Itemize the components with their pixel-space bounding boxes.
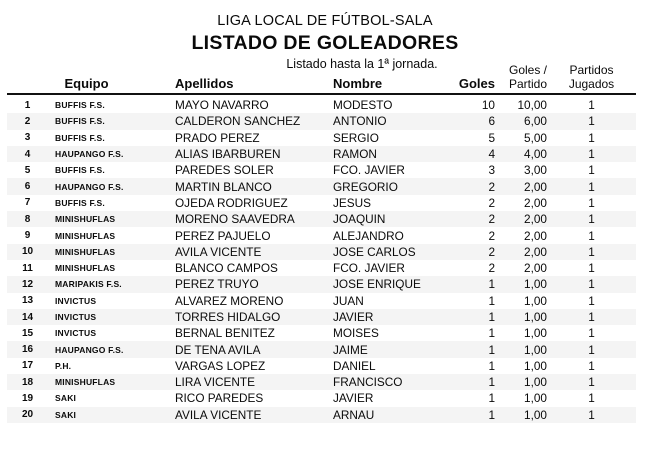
team-cell: BUFFIS F.S. — [55, 197, 105, 208]
team-cell: INVICTUS — [55, 328, 97, 339]
rank-cell: 11 — [22, 262, 33, 274]
matches-played-cell: 1 — [588, 179, 595, 194]
surname-cell: PAREDES SOLER — [175, 163, 274, 178]
surname-cell: MAYO NAVARRO — [175, 98, 269, 113]
surname-cell: OJEDA RODRIGUEZ — [175, 195, 288, 210]
table-row — [7, 178, 636, 194]
goals-per-match-cell: 1,00 — [524, 277, 547, 292]
rank-cell: 20 — [21, 409, 34, 421]
scorers-table-body — [7, 97, 636, 423]
subtitle: Listado hasta la 1ª jornada. — [286, 57, 438, 71]
table-row — [7, 341, 636, 357]
matches-played-cell: 1 — [588, 293, 595, 308]
table-row — [7, 358, 636, 374]
firstname-cell: JAIME — [333, 342, 368, 357]
rank-cell: 3 — [24, 132, 31, 144]
rank-cell: 1 — [24, 99, 31, 111]
matches-played-cell: 1 — [588, 326, 595, 341]
surname-cell: MORENO SAAVEDRA — [175, 212, 295, 227]
column-header-equipo: Equipo — [64, 76, 109, 91]
firstname-cell: JOSE ENRIQUE — [333, 277, 421, 292]
column-header-goles-partido-line2: Partido — [508, 77, 547, 91]
firstname-cell: FCO. JAVIER — [333, 163, 405, 178]
surname-cell: BERNAL BENITEZ — [175, 326, 275, 341]
rank-cell: 10 — [21, 246, 34, 258]
rank-cell: 13 — [21, 295, 34, 307]
surname-cell: ALIAS IBARBUREN — [175, 147, 281, 162]
rank-cell: 9 — [24, 230, 31, 242]
team-cell: MINISHUFLAS — [55, 377, 116, 388]
goals-per-match-cell: 2,00 — [524, 244, 547, 259]
goals-per-match-cell: 3,00 — [524, 163, 547, 178]
team-cell: INVICTUS — [55, 295, 97, 306]
matches-played-cell: 1 — [588, 244, 595, 259]
surname-cell: BLANCO CAMPOS — [175, 261, 278, 276]
column-header-goles-partido-line1: Goles / — [508, 63, 547, 77]
page-title: LISTADO DE GOLEADORES — [191, 32, 459, 54]
table-row — [7, 211, 636, 227]
goals-cell: 5 — [488, 130, 495, 145]
goals-per-match-cell: 2,00 — [524, 179, 547, 194]
goals-cell: 1 — [488, 342, 495, 357]
goals-per-match-cell: 5,00 — [524, 130, 547, 145]
matches-played-cell: 1 — [588, 310, 595, 324]
rank-cell: 12 — [21, 278, 34, 290]
table-row — [7, 227, 636, 243]
goals-cell: 2 — [488, 212, 495, 227]
table-row — [7, 325, 636, 341]
firstname-cell: MODESTO — [333, 98, 393, 113]
matches-played-cell: 1 — [588, 98, 595, 113]
firstname-cell: FRANCISCO — [333, 375, 403, 390]
table-row — [7, 162, 636, 178]
matches-played-cell: 1 — [588, 212, 595, 227]
goals-per-match-cell: 2,00 — [524, 195, 547, 210]
table-row — [7, 113, 636, 129]
firstname-cell: JAVIER — [333, 310, 374, 324]
rank-cell: 16 — [21, 344, 34, 356]
goals-cell: 4 — [488, 147, 495, 162]
firstname-cell: RAMON — [333, 147, 377, 162]
table-row — [7, 195, 636, 211]
firstname-cell: JOSE CARLOS — [333, 244, 416, 259]
goals-cell: 2 — [488, 195, 495, 210]
team-cell: HAUPANGO F.S. — [55, 344, 124, 355]
firstname-cell: GREGORIO — [333, 179, 398, 194]
firstname-cell: JAVIER — [333, 391, 374, 406]
rank-cell: 7 — [24, 197, 31, 209]
surname-cell: PEREZ PAJUELO — [175, 228, 271, 243]
goals-cell: 2 — [488, 179, 495, 194]
goals-cell: 1 — [488, 326, 495, 341]
rank-cell: 4 — [24, 148, 31, 160]
firstname-cell: FCO. JAVIER — [333, 261, 405, 276]
goals-per-match-cell: 4,00 — [524, 147, 547, 162]
column-header-goles: Goles — [458, 76, 495, 91]
rank-cell: 5 — [24, 164, 31, 176]
goals-cell: 1 — [488, 310, 495, 324]
column-header-goles-partido — [495, 63, 547, 91]
goals-cell: 1 — [488, 391, 495, 406]
goals-per-match-cell: 1,00 — [524, 407, 547, 422]
table-row — [7, 130, 636, 146]
firstname-cell: SERGIO — [333, 130, 379, 145]
rank-cell: 14 — [21, 311, 34, 323]
goals-cell: 2 — [488, 244, 495, 259]
team-cell: MINISHUFLAS — [55, 263, 116, 274]
matches-played-cell: 1 — [588, 195, 595, 210]
rank-cell: 18 — [21, 376, 34, 388]
goals-cell: 10 — [481, 98, 495, 113]
team-cell: MINISHUFLAS — [55, 230, 116, 241]
matches-played-cell: 1 — [588, 342, 595, 357]
team-cell: HAUPANGO F.S. — [55, 181, 124, 192]
goals-cell: 1 — [488, 375, 495, 390]
table-row — [7, 276, 636, 292]
team-cell: HAUPANGO F.S. — [55, 149, 124, 160]
firstname-cell: DANIEL — [333, 358, 376, 373]
table-row — [7, 97, 636, 113]
surname-cell: VARGAS LOPEZ — [175, 358, 266, 373]
rank-cell: 2 — [24, 115, 31, 127]
firstname-cell: JOAQUIN — [333, 212, 386, 227]
column-header-partidos-jugados — [547, 63, 636, 91]
surname-cell: CALDERON SANCHEZ — [175, 114, 301, 129]
goals-per-match-cell: 10,00 — [517, 98, 547, 113]
firstname-cell: JESUS — [333, 195, 372, 210]
table-row — [7, 293, 636, 309]
table-row — [7, 390, 636, 406]
goals-per-match-cell: 2,00 — [524, 261, 547, 276]
surname-cell: RICO PAREDES — [175, 391, 264, 406]
goals-per-match-cell: 1,00 — [524, 310, 547, 324]
firstname-cell: ANTONIO — [333, 114, 387, 129]
team-cell: BUFFIS F.S. — [55, 116, 105, 127]
surname-cell: AVILA VICENTE — [175, 244, 262, 259]
table-header-row — [7, 55, 636, 95]
goals-cell: 3 — [488, 163, 495, 178]
matches-played-cell: 1 — [588, 163, 595, 178]
table-row — [7, 260, 636, 276]
matches-played-cell: 1 — [588, 261, 595, 276]
matches-played-cell: 1 — [588, 375, 595, 390]
rank-cell: 19 — [21, 392, 34, 404]
table-row — [7, 244, 636, 260]
goals-cell: 1 — [488, 293, 495, 308]
matches-played-cell: 1 — [588, 130, 595, 145]
goals-per-match-cell: 6,00 — [524, 114, 547, 129]
goals-per-match-cell: 1,00 — [524, 358, 547, 373]
column-header-partidos-jugados-line2: Jugados — [568, 77, 615, 91]
matches-played-cell: 1 — [588, 114, 595, 129]
league-title: LIGA LOCAL DE FÚTBOL-SALA — [217, 13, 433, 29]
goals-per-match-cell: 1,00 — [524, 293, 547, 308]
goals-per-match-cell: 1,00 — [524, 326, 547, 341]
matches-played-cell: 1 — [588, 407, 595, 422]
firstname-cell: JUAN — [333, 293, 364, 308]
surname-cell: PEREZ TRUYO — [175, 277, 259, 292]
goals-cell: 1 — [488, 358, 495, 373]
surname-cell: AVILA VICENTE — [175, 407, 262, 422]
goals-cell: 6 — [488, 114, 495, 129]
rank-cell: 17 — [21, 360, 34, 372]
surname-cell: MARTIN BLANCO — [175, 179, 272, 194]
goals-cell: 1 — [488, 277, 495, 292]
table-row — [7, 146, 636, 162]
team-cell: SAKI — [55, 409, 77, 420]
team-cell: MARIPAKIS F.S. — [55, 279, 122, 290]
team-cell: MINISHUFLAS — [55, 246, 116, 257]
surname-cell: DE TENA AVILA — [175, 342, 261, 357]
team-cell: SAKI — [55, 393, 77, 404]
matches-played-cell: 1 — [588, 147, 595, 162]
team-cell: P.H. — [55, 360, 72, 371]
matches-played-cell: 1 — [588, 391, 595, 406]
team-cell: BUFFIS F.S. — [55, 165, 105, 176]
column-header-nombre: Nombre — [333, 76, 383, 91]
table-row — [7, 374, 636, 390]
rank-cell: 15 — [21, 327, 34, 339]
surname-cell: ALVAREZ MORENO — [175, 293, 284, 308]
firstname-cell: ALEJANDRO — [333, 228, 404, 243]
firstname-cell: MOISES — [333, 326, 379, 341]
matches-played-cell: 1 — [588, 228, 595, 243]
goals-cell: 2 — [488, 228, 495, 243]
goals-per-match-cell: 1,00 — [524, 375, 547, 390]
column-header-apellidos: Apellidos — [175, 76, 234, 91]
rank-cell: 6 — [24, 181, 31, 193]
goals-per-match-cell: 1,00 — [524, 342, 547, 357]
rank-cell: 8 — [24, 213, 31, 225]
goals-cell: 1 — [488, 407, 495, 422]
table-row — [7, 309, 636, 325]
firstname-cell: ARNAU — [333, 407, 375, 422]
column-header-partidos-jugados-line1: Partidos — [569, 63, 614, 77]
team-cell: BUFFIS F.S. — [55, 100, 105, 111]
goals-cell: 2 — [488, 261, 495, 276]
team-cell: MINISHUFLAS — [55, 214, 116, 225]
matches-played-cell: 1 — [588, 277, 595, 292]
team-cell: INVICTUS — [55, 312, 97, 322]
surname-cell: PRADO PEREZ — [175, 130, 260, 145]
goals-per-match-cell: 1,00 — [524, 391, 547, 406]
table-row — [7, 407, 636, 423]
surname-cell: TORRES HIDALGO — [175, 310, 281, 324]
matches-played-cell: 1 — [588, 358, 595, 373]
goals-per-match-cell: 2,00 — [524, 212, 547, 227]
surname-cell: LIRA VICENTE — [175, 375, 255, 390]
team-cell: BUFFIS F.S. — [55, 132, 105, 143]
goals-per-match-cell: 2,00 — [524, 228, 547, 243]
